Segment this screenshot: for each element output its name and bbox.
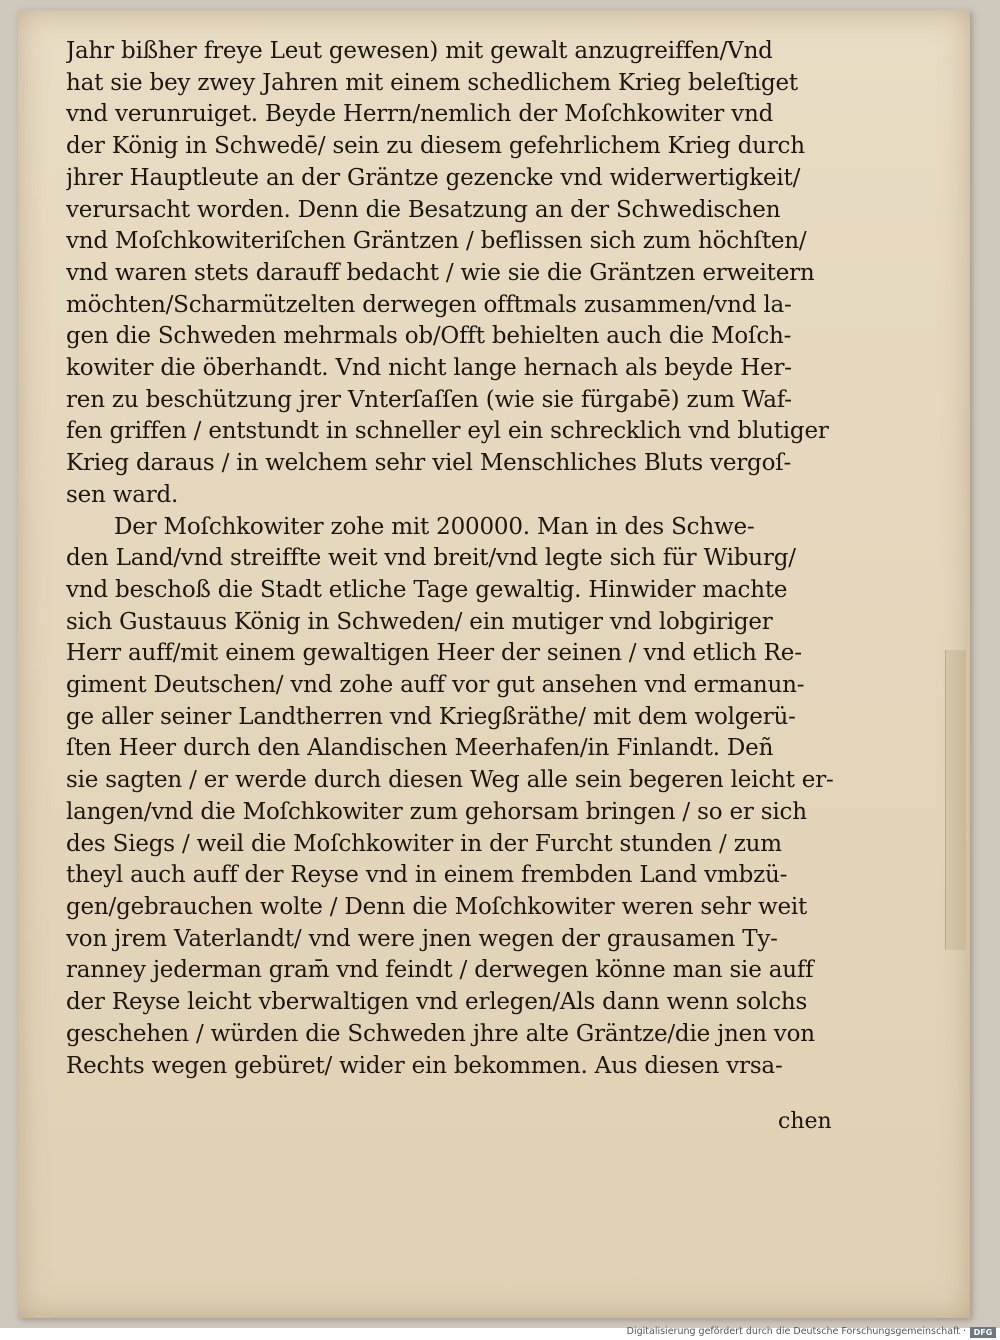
text-line: theyl auch auff der Reyse vnd in einem frembden Land vmbzü- bbox=[66, 862, 788, 889]
text-line: vnd beschoß die Stadt etliche Tage gewaltig. Hinwider machte bbox=[66, 576, 788, 603]
text-line: gen die Schweden mehrmals ob/Offt behielten auch die Moſch- bbox=[66, 323, 792, 350]
dfg-logo: DFG bbox=[970, 1327, 996, 1338]
funding-credit: Digitalisierung gefördert durch die Deutsche Forschungsgemeinschaft · bbox=[626, 1326, 966, 1337]
text-line: verursacht worden. Denn die Besatzung an der Schwedischen bbox=[66, 196, 781, 223]
text-line: sich Gustauus König in Schweden/ ein mutiger vnd lobgiriger bbox=[66, 608, 773, 635]
text-line: ge aller seiner Landtherren vnd Kriegßräthe/ mit dem wolgerü- bbox=[66, 703, 796, 730]
text-line: von jrem Vaterlandt/ vnd were jnen wegen der grausamen Ty- bbox=[66, 925, 778, 952]
text-line: der Reyse leicht vberwaltigen vnd erlegen/Als dann wenn solchs bbox=[66, 989, 808, 1016]
text-line: möchten/Scharmützelten derwegen offtmals zusammen/vnd la- bbox=[66, 291, 792, 318]
text-line: Krieg daraus / in welchem sehr viel Menschliches Bluts vergoſ- bbox=[66, 450, 792, 477]
catchword: chen bbox=[778, 1109, 832, 1134]
text-line: langen/vnd die Moſchkowiter zum gehorsam bringen / so er sich bbox=[66, 798, 807, 825]
paragraph-start-line: Der Moſchkowiter zohe mit 200000. Man in des Schwe- bbox=[114, 513, 755, 540]
text-line: vnd waren stets darauff bedacht / wie sie die Gräntzen erweitern bbox=[66, 259, 815, 286]
text-line: den Land/vnd streiffte weit vnd breit/vnd legte sich für Wiburg/ bbox=[66, 545, 796, 572]
text-line: sen ward. bbox=[66, 481, 179, 508]
text-line: vnd verunruiget. Beyde Herrn/nemlich der Moſchkowiter vnd bbox=[66, 101, 774, 128]
text-line: fen griffen / entstundt in schneller eyl ein schrecklich vnd blutiger bbox=[66, 418, 829, 445]
text-line: Jahr bißher freye Leut gewesen) mit gewalt anzugreiffen/Vnd bbox=[66, 38, 773, 64]
text-line: ranney jederman gram̄ vnd feindt / derwegen könne man sie auff bbox=[66, 957, 814, 984]
text-line: der König in Schwedē/ sein zu diesem gefehrlichem Krieg durch bbox=[66, 133, 805, 160]
text-line: giment Deutschen/ vnd zohe auff vor gut ansehen vnd ermanun- bbox=[66, 672, 805, 699]
text-line: hat sie bey zwey Jahren mit einem schedlichem Krieg beleſtiget bbox=[66, 69, 798, 96]
text-line: geschehen / würden die Schweden jhre alte Gräntze/die jnen von bbox=[66, 1020, 815, 1047]
text-line: sie sagten / er werde durch diesen Weg alle sein begeren leicht er- bbox=[66, 767, 834, 794]
page-text-block bbox=[66, 36, 846, 1082]
text-line: des Siegs / weil die Moſchkowiter in der Furcht stunden / zum bbox=[66, 830, 782, 857]
text-line: kowiter die öberhandt. Vnd nicht lange hernach als beyde Her- bbox=[66, 355, 792, 382]
text-line: gen/gebrauchen wolte / Denn die Moſchkowiter weren sehr weit bbox=[66, 893, 808, 920]
footer-bar bbox=[0, 1328, 1000, 1340]
text-line: ſten Heer durch den Alandischen Meerhafen/in Finlandt. Deñ bbox=[66, 735, 774, 762]
text-line: Rechts wegen gebüret/ wider ein bekommen. Aus diesen vrsa- bbox=[66, 1052, 783, 1079]
book-page bbox=[18, 10, 970, 1318]
text-line: jhrer Hauptleute an der Gräntze gezencke vnd widerwertigkeit/ bbox=[66, 164, 801, 191]
page-edge bbox=[945, 650, 966, 950]
text-line: Herr auff/mit einem gewaltigen Heer der seinen / vnd etlich Re- bbox=[66, 640, 802, 667]
text-line: ren zu beschützung jrer Vnterſaſſen (wie sie fürgabē) zum Waf- bbox=[66, 386, 792, 413]
text-line: vnd Moſchkowiteriſchen Gräntzen / beflissen sich zum höchſten/ bbox=[66, 228, 807, 255]
